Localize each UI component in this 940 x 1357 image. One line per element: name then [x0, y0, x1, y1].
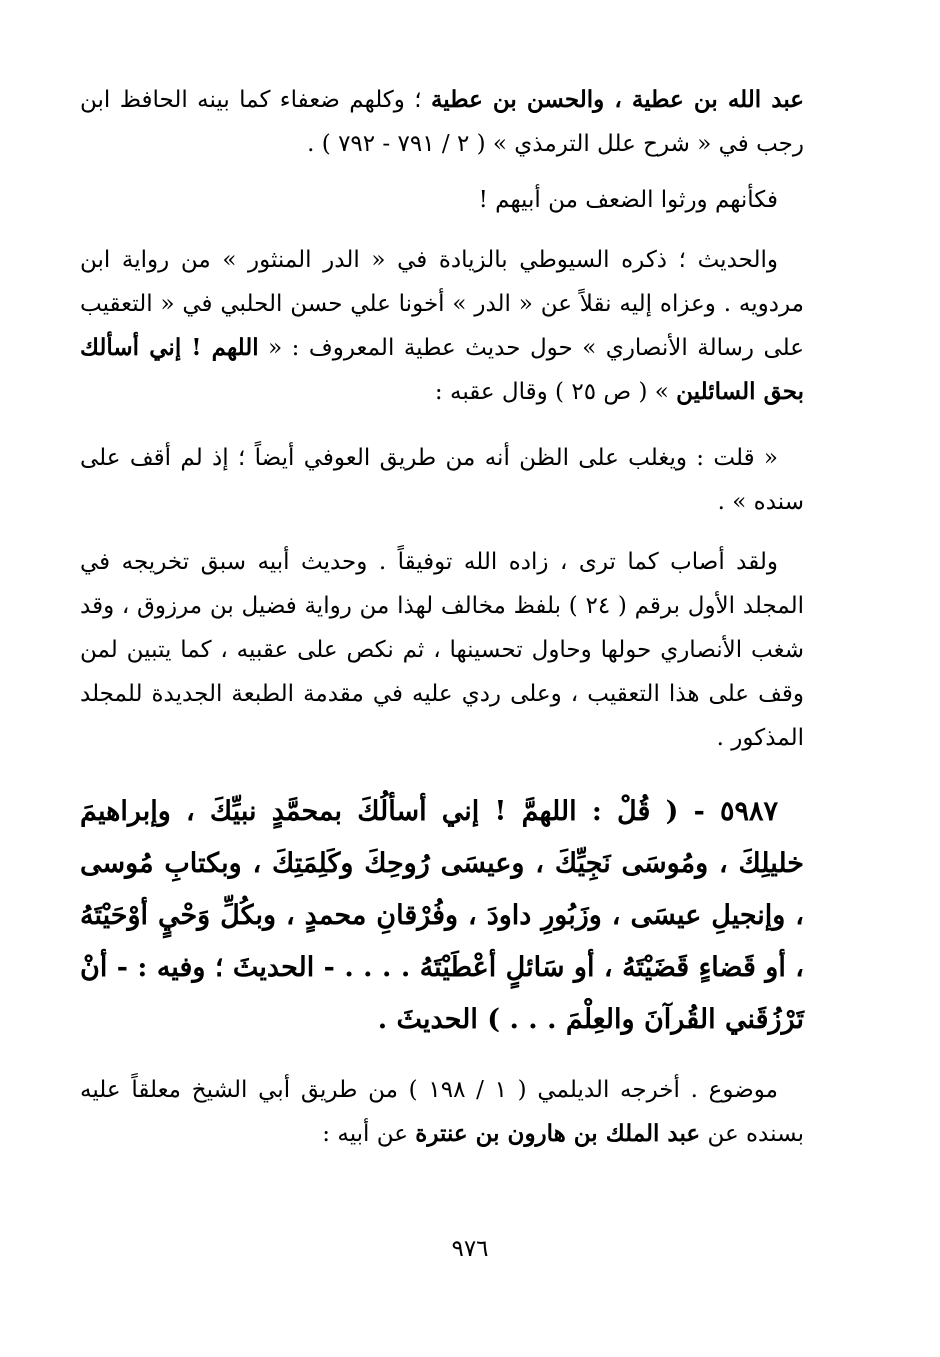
hadith-title-quote: اللهم ! إني أسألك بحق السائلين — [80, 334, 804, 405]
narrator-names: عبد الله بن عطية ، والحسن بن عطية — [430, 86, 804, 113]
narrators-text: ؛ وكلهم ضعفاء كما بينه الحافظ ابن رجب في « شرح علل الترمذي » ( ٢ / ٧٩١ - ٧٩٢ ) . — [80, 87, 804, 157]
document-page — [80, 78, 804, 1156]
paragraph-suyuti-reference — [80, 238, 804, 414]
grading-text-end: عن أبيه : — [322, 1121, 416, 1147]
hadith-5987: ٥٩٨٧ - ( قُلْ : اللهمَّ ! إني أسألُكَ بمحمَّدٍ نبيِّكَ ، وإبراهيمَ خليلِكَ ، ومُوسَى نَجِيِّكَ ، وعيسَى رُوحِكَ وكَلِمَتِكَ ، وبكتابِ مُوسى ، وإنجيلِ عيسَى ، وزَبُورِ داودَ ، وفُرْقانِ محمدٍ ، وبكُلِّ وَحْيٍ أوْحَيْتَهُ ، أو قَضاءٍ قَضَيْتَهُ ، أو سَائلٍ أعْطَيْتَهُ . . . . - الحديثَ ؛ وفيه : - أنْ تَرْزُقَني القُرآنَ والعِلْمَ . . . ) الحديثَ . — [80, 796, 804, 1035]
paragraph-grading — [80, 1068, 804, 1156]
paragraph-narrators — [80, 78, 804, 166]
grading-text: موضوع . أخرجه الديلمي ( ١ / ١٩٨ ) من طريق أبي الشيخ معلقاً عليه بسنده عن — [80, 1077, 804, 1147]
paragraph-commentary: ولقد أصاب كما ترى ، زاده الله توفيقاً . وحديث أبيه سبق تخريجه في المجلد الأول برقم ( ٢٤ ) بلفظ مخالف لهذا من رواية فضيل بن مرزوق ، وقد شغب الأنصاري حولها وحاول تحسينها ، ثم نكص على عقبيه ، كما يتبين لمن وقف على هذا التعقيب ، وعلى ردي عليه في مقدمة الطبعة الجديدة للمجلد المذكور . — [80, 549, 805, 751]
suyuti-text: والحديث ؛ ذكره السيوطي بالزيادة في « الدر المنثور » من رواية ابن مردويه . وعزاه إليه نقلاً عن « الدر » أخونا علي حسن الحلبي في « التعقيب على رسالة الأنصاري » حول حديث عطية المعروف : « — [80, 247, 804, 361]
paragraph-inherited-weakness: فكأنهم ورثوا الضعف من أبيهم ! — [478, 187, 778, 213]
page-number: ٩٧٦ — [451, 1236, 489, 1262]
narrator-name: عبد الملك بن هارون بن عنترة — [415, 1120, 701, 1147]
suyuti-text-end: » ( ص ٢٥ ) وقال عقبه : — [434, 379, 677, 405]
paragraph-quote: « قلت : ويغلب على الظن أنه من طريق العوفي أيضاً ؛ إذ لم أقف على سنده » . — [80, 445, 804, 515]
